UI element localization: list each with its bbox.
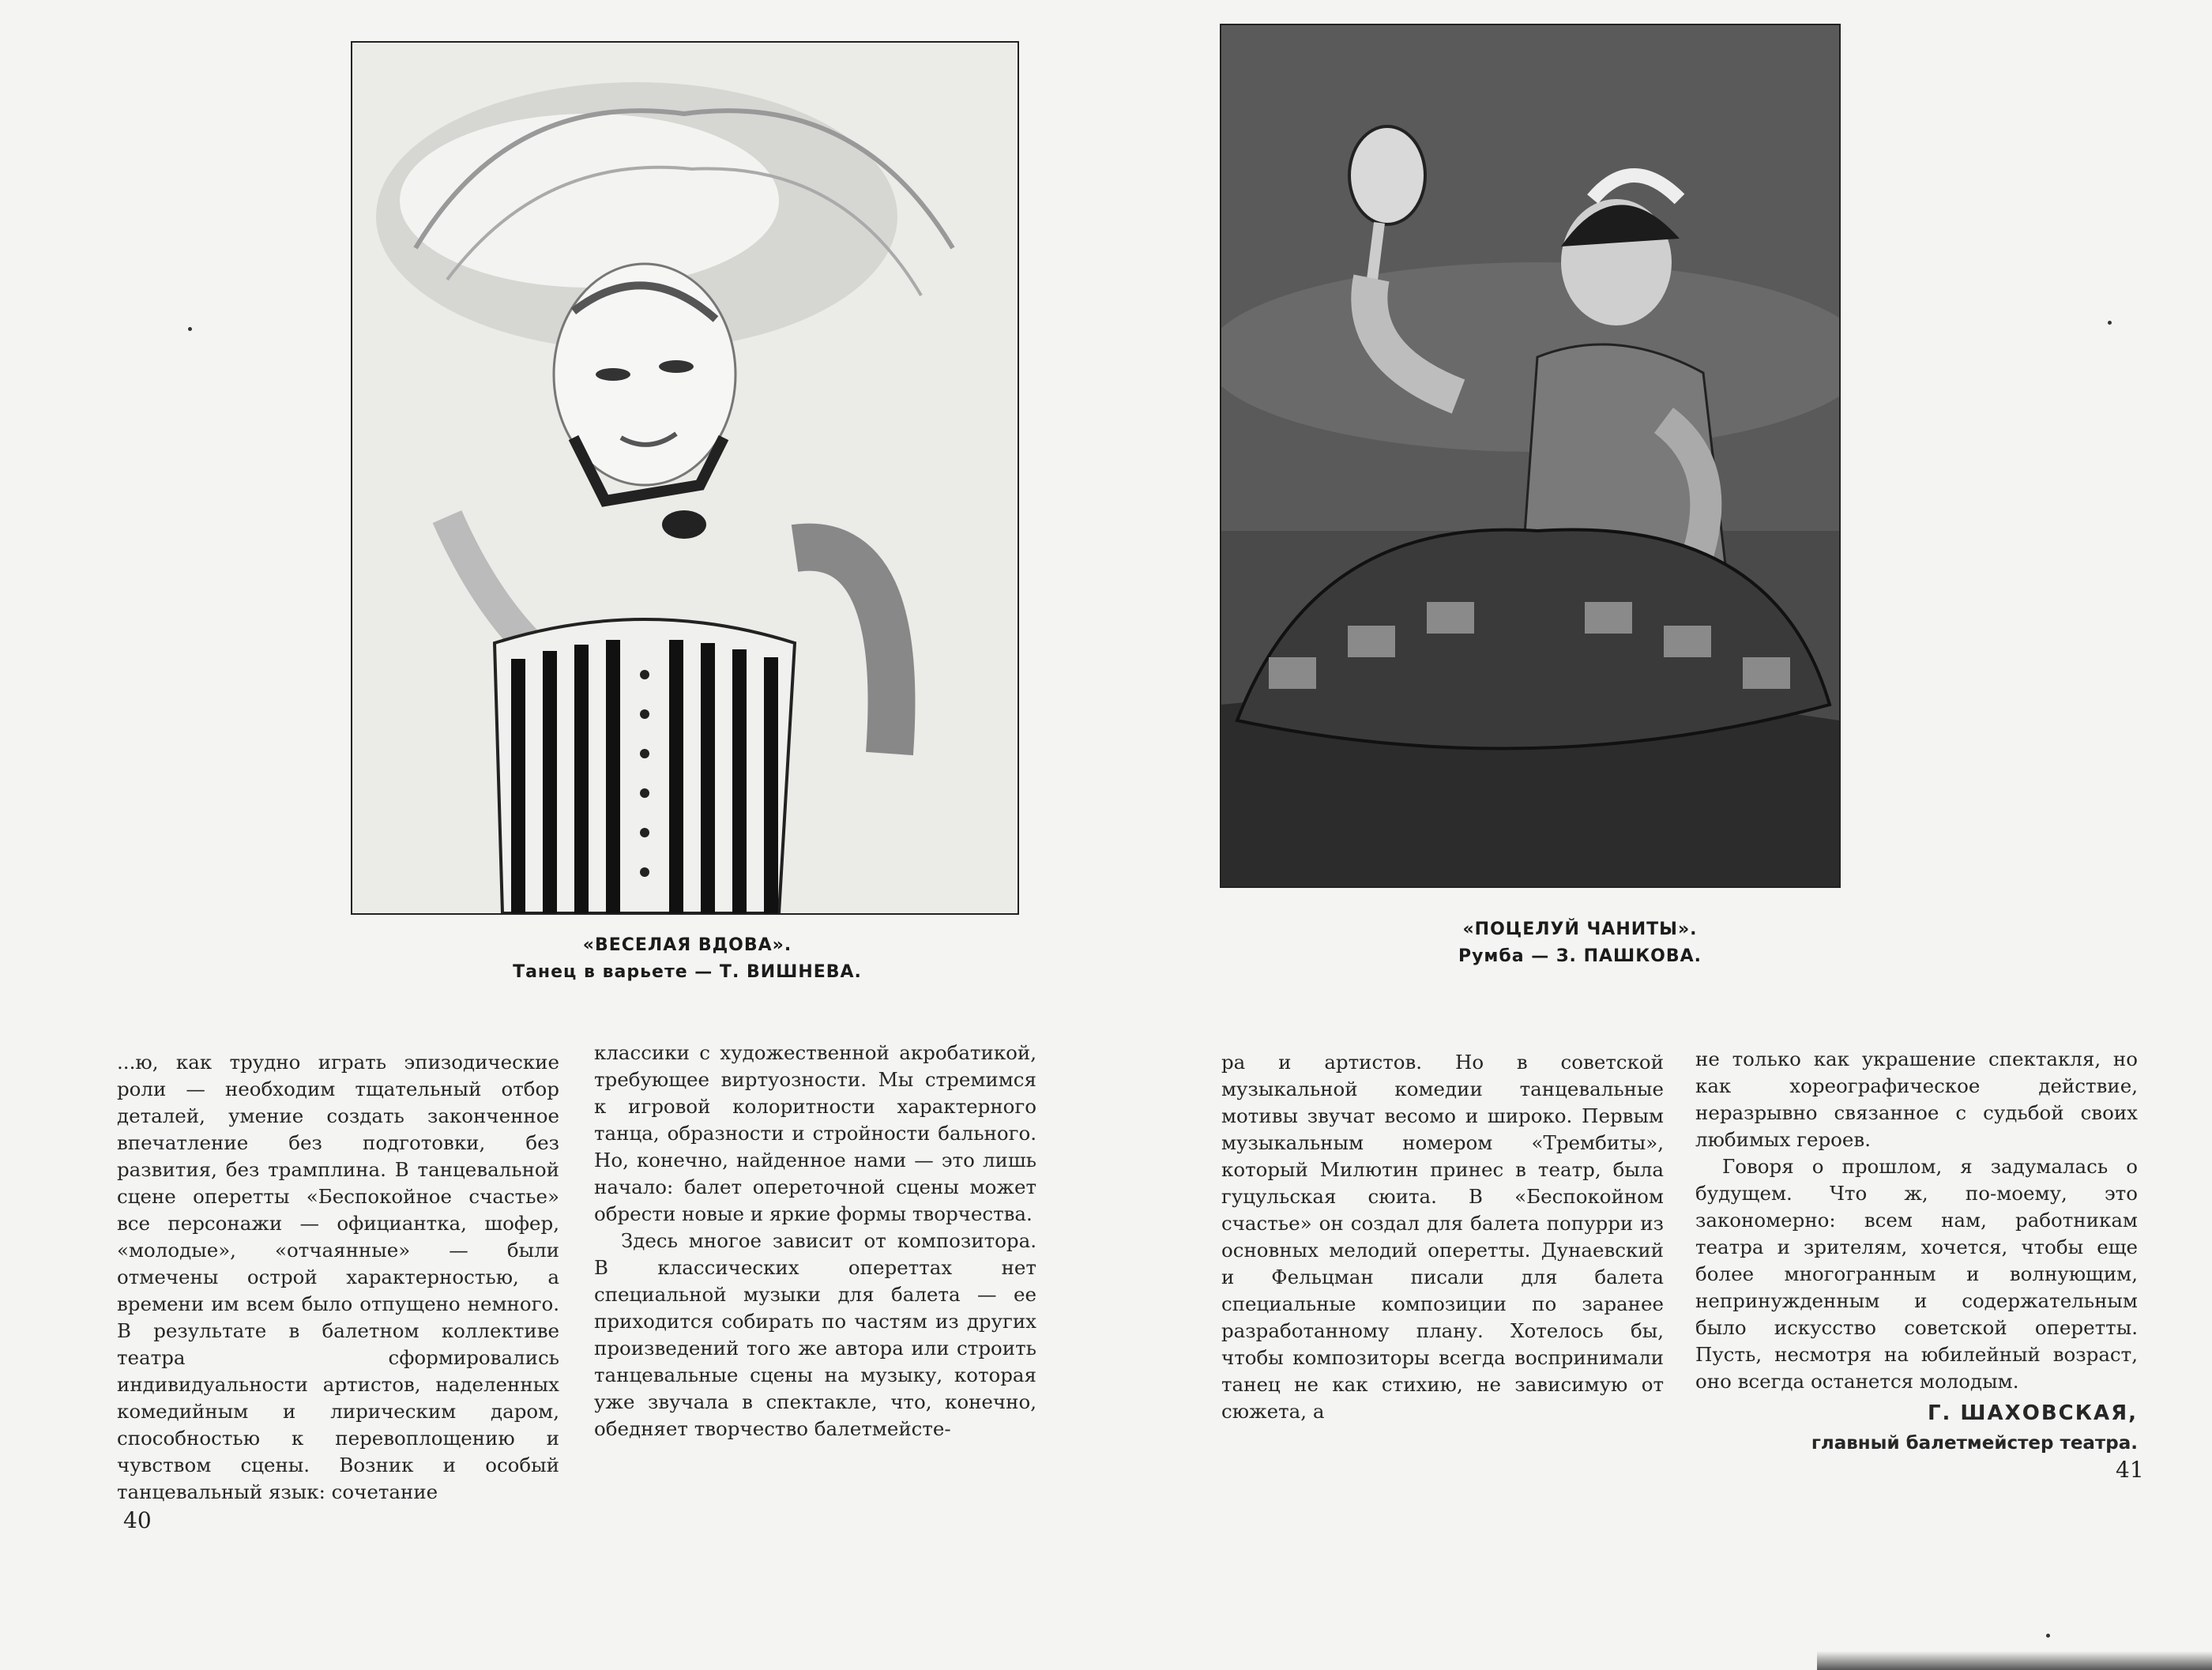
photo-potseluy-chanity [1220, 24, 1841, 888]
caption-title: «ПОЦЕЛУЙ ЧАНИТЫ». [1462, 920, 1698, 939]
text-column-2 [594, 1040, 1036, 1442]
photo-vesyolaya-vdova [351, 41, 1019, 915]
paragraph: ...ю, как трудно играть эпизодические роли — необходим тщательный отбор деталей, умение создать законченное впечатление без подготовки, без развития, без трамплина. В танцевальной сцене оперетты «Беспокойное счастье» все персонажи — официантка, шофер, «молодые», «отчаянные» — были отмечены острой характерностью, а времени им всем было отпущено немного. В результате в балетном коллективе театра сформировались индивидуальности артистов, наделенных комедийным и лирическим даром, способностью к перевоплощению и чувством сцены. Возник и особый танцевальный язык: сочетание [117, 1051, 559, 1503]
page-number-right: 41 [2116, 1457, 2144, 1483]
author-signature [1695, 1400, 2138, 1457]
page-number-left: 40 [123, 1507, 152, 1533]
caption-subtitle: Румба — З. ПАШКОВА. [1458, 946, 1702, 966]
paragraph: ра и артистов. Но в советской музыкальной комедии танцевальные мотивы звучат весомо и широко. Первым музыкальным номером «Трембиты», который Милютин принес в театр, была гуцульская сюита. В «Беспокойном счастье» он создал для балета попурри из основных мелодий оперетты. Дунаевский и Фельцман писали для балета специальные композиции по заранее разработанному плану. Хотелось бы, чтобы композиторы всегда воспринимали танец не как стихию, не зависимую от сюжета, а [1221, 1051, 1664, 1423]
author-name: Г. ШАХОВСКАЯ, [1927, 1401, 2138, 1425]
scan-speck [2108, 321, 2112, 325]
paragraph: Говоря о прошлом, я задумалась о будущем. Что ж, по-моему, это закономерно: всем нам, работникам театра и зрителям, хочется, чтобы еще более многогранным и волнующим, непринужденным и содержательным было искусство советской оперетты. Пусть, несмотря на юбилейный возраст, оно всегда останется молодым. [1695, 1155, 2138, 1393]
text-column-3 [1221, 1049, 1664, 1425]
scan-speck [188, 327, 192, 331]
text-column-1 [117, 1049, 559, 1506]
paragraph: Здесь многое зависит от композитора. В классических опереттах нет специальной музыки для балета — ее приходится собирать по частям из других произведений того же автора или строить танцевальные сцены на музыку, которая уже звучала в спектакле, что, конечно, обедняет творчество балетмейсте- [594, 1229, 1036, 1440]
paragraph: классики с художественной акробатикой, требующее виртуозности. Мы стремимся к игровой колоритности характерного танца, образности и стройности бального. Но, конечно, найденное нами — это лишь начало: балет опереточной сцены может обрести новые и яркие формы творчества. [594, 1041, 1036, 1225]
dancer-illustration-left [352, 43, 1018, 913]
text-column-4 [1695, 1046, 2138, 1457]
paragraph: не только как украшение спектакля, но как хореографическое действие, неразрывно связанное с судьбой своих любимых героев. [1695, 1048, 2138, 1151]
photo-caption-left [427, 932, 948, 986]
dancer-illustration-right [1221, 25, 1839, 886]
photo-caption-right [1343, 916, 1817, 970]
scan-speck [2046, 1634, 2050, 1638]
author-role: главный балетмейстер театра. [1811, 1433, 2138, 1454]
caption-subtitle: Танец в варьете — Т. ВИШНЕВА. [513, 962, 862, 982]
caption-title: «ВЕСЕЛАЯ ВДОВА». [582, 935, 792, 955]
scan-edge-shadow [1817, 1651, 2212, 1670]
